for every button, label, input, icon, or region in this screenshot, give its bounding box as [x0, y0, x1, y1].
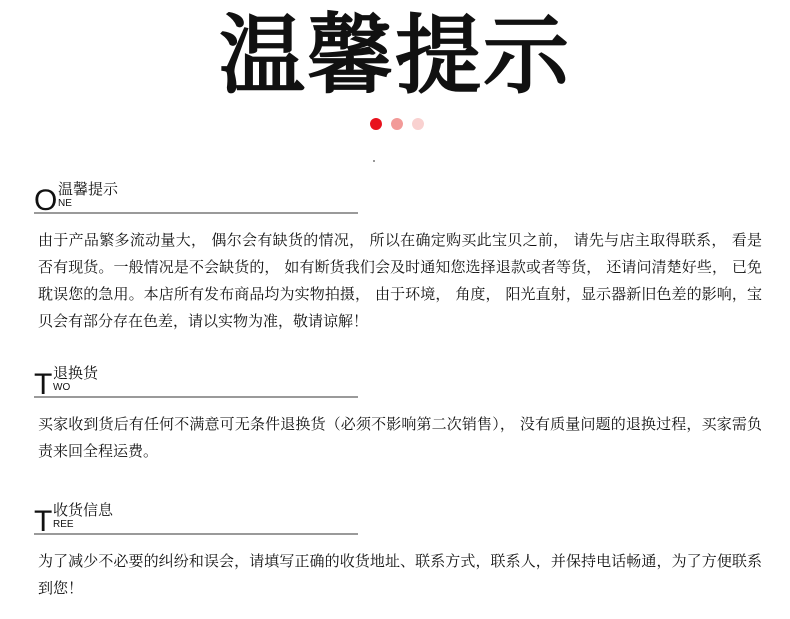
section-header-two	[34, 364, 358, 401]
section-title: 温馨提示	[58, 180, 119, 198]
section-body-three: 为了减少不必要的纠纷和误会，请填写正确的收货地址、联系方式，联系人，并保持电话畅通，为了方便联系到您！	[38, 552, 762, 597]
section-title: 收货信息	[53, 501, 114, 519]
page-title: 温馨提示	[219, 6, 571, 106]
divider-mark	[373, 160, 375, 162]
pink-dot-icon	[391, 118, 403, 130]
light-pink-dot-icon	[412, 118, 424, 130]
section-body-one: 由于产品繁多流动量大， 偶尔会有缺货的情况， 所以在确定购买此宝贝之前， 请先与店主取得联系， 看是否有现货。一般情况是不会缺货的， 如有断货我们会及时通知您选择退款或者等货， 还请问清楚好些， 已免耽误您的急用。本店所有发布商品均为实物拍摄， 由于环境， 角度， 阳光直射，显示器新旧色差的影响，宝贝会有部分存在色差，请以实物为准，敬请谅解！	[38, 231, 762, 330]
section-header-three	[34, 501, 358, 538]
section-subtitle: REE	[53, 519, 74, 530]
section-letter: T	[34, 368, 53, 401]
section-subtitle: NE	[58, 198, 72, 209]
section-body-two: 买家收到货后有任何不满意可无条件退换货（必须不影响第二次销售）， 没有质量问题的退换过程，买家需负责来回全程运费。	[38, 415, 762, 460]
decorative-dots	[368, 118, 428, 132]
red-dot-icon	[370, 118, 382, 130]
section-title: 退换货	[53, 364, 99, 382]
section-subtitle: WO	[53, 382, 71, 393]
section-letter: O	[34, 184, 58, 217]
section-header-one	[34, 180, 358, 217]
section-letter: T	[34, 505, 53, 538]
